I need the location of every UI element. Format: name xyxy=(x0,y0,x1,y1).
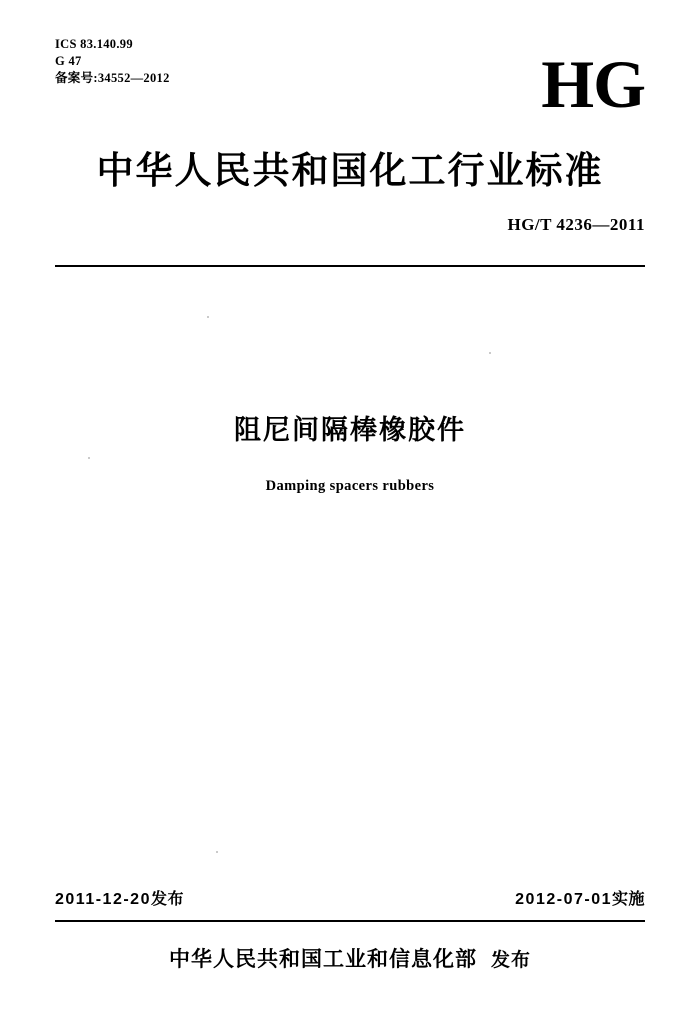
hg-logo: HG xyxy=(541,46,645,122)
standard-number: HG/T 4236—2011 xyxy=(507,215,645,234)
divider-bottom xyxy=(55,920,645,922)
publisher-verb: 发布 xyxy=(490,950,531,971)
scan-speck xyxy=(216,851,218,853)
publisher-name: 中华人民共和国工业和信息化部 xyxy=(168,948,477,971)
publisher-block xyxy=(0,943,700,973)
issue-date: 2011-12-20 xyxy=(55,891,151,908)
effective-label: 实施 xyxy=(611,891,645,908)
effective-date-block xyxy=(0,886,645,909)
record-number: 备案号:34552—2012 xyxy=(55,71,170,85)
ics-code: ICS 83.140.99 xyxy=(55,37,133,51)
scan-speck xyxy=(489,352,491,354)
document-title-english: Damping spacers rubbers xyxy=(265,478,435,494)
divider-top xyxy=(55,265,645,267)
classification-code: G 47 xyxy=(55,54,82,68)
scan-speck xyxy=(88,457,90,459)
scan-speck xyxy=(207,316,209,318)
ics-classification-block xyxy=(55,36,170,87)
effective-date: 2012-07-01 xyxy=(515,891,612,908)
header-block xyxy=(55,36,645,146)
issue-label: 发布 xyxy=(150,891,184,908)
standard-organization-title: 中华人民共和国化工行业标准 xyxy=(96,150,604,191)
document-title-chinese: 阻尼间隔棒橡胶件 xyxy=(234,415,466,445)
